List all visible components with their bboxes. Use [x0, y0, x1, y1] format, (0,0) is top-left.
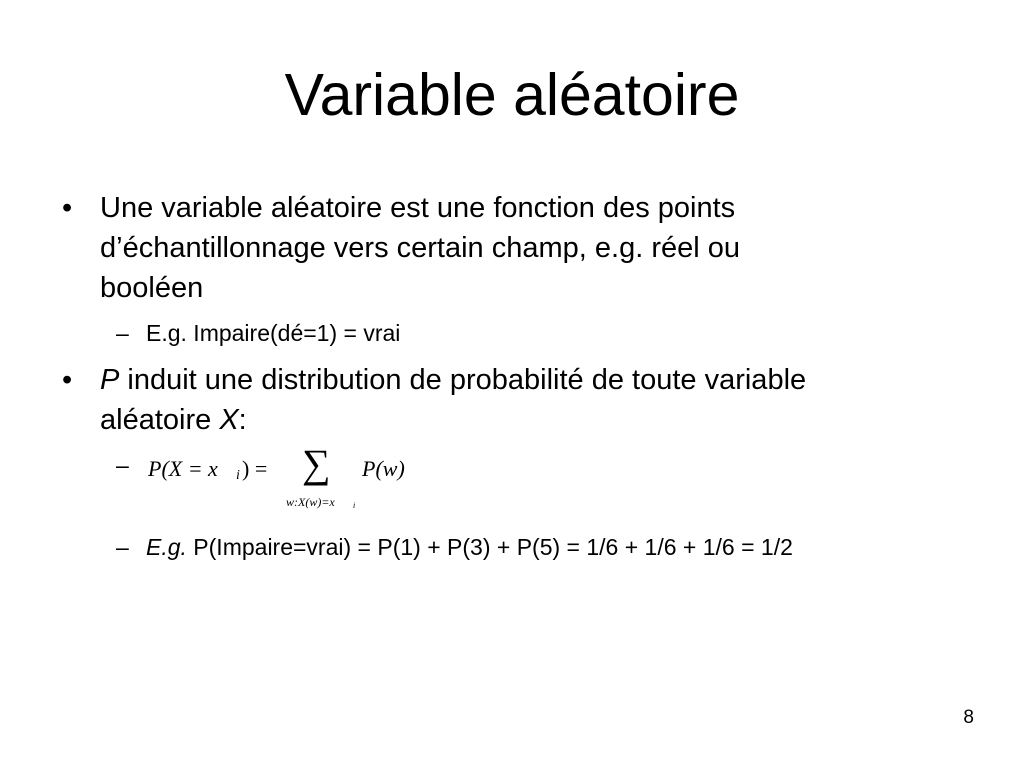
bullet-2-line-2-start: aléatoire [100, 404, 220, 436]
bullet-1-line-2: d’échantillonnage vers certain champ, e.g. réel ou [100, 232, 740, 264]
formula-rhs: P(w) [362, 456, 405, 481]
bullet-1-line-3: booléen [100, 272, 204, 304]
formula-lhs-close: ) = [242, 456, 268, 481]
formula-lhs-subscript: i [236, 468, 240, 483]
x-italic: X [219, 404, 239, 436]
bullet-marker-2: • [62, 364, 73, 396]
formula-sum-index: w:X(w)=x [286, 495, 335, 509]
example-dash: – [116, 534, 129, 560]
sigma-symbol: ∑ [302, 441, 331, 486]
bullet-2-line-1 [100, 360, 806, 400]
slide-title: Variable aléatoire [284, 62, 740, 128]
bullet-marker-1: • [62, 192, 73, 224]
bullet-2-line-2-end: : [238, 404, 247, 436]
sub-bullet-dash-1: – [116, 320, 129, 346]
probability-formula [148, 441, 448, 516]
formula-dash: – [116, 452, 129, 478]
page-number: 8 [963, 707, 974, 728]
p-italic: P [100, 364, 120, 396]
formula-lhs: P(X = x [148, 456, 218, 481]
eg-italic: E.g. [146, 534, 187, 560]
formula-sum-index-subscript: i [353, 501, 356, 510]
bullet-2-line-1-rest: induit une distribution de probabilité de toute variable [119, 364, 807, 396]
bullet-2-line-2 [100, 400, 247, 440]
sub-bullet-1-text: E.g. Impaire(dé=1) = vrai [146, 320, 401, 346]
example-equation: P(Impaire=vrai) = P(1) + P(3) + P(5) = 1/6 + 1/6 + 1/6 = 1/2 [186, 534, 793, 560]
bullet-1-line-1: Une variable aléatoire est une fonction des points [100, 192, 736, 224]
example-text [146, 532, 793, 562]
